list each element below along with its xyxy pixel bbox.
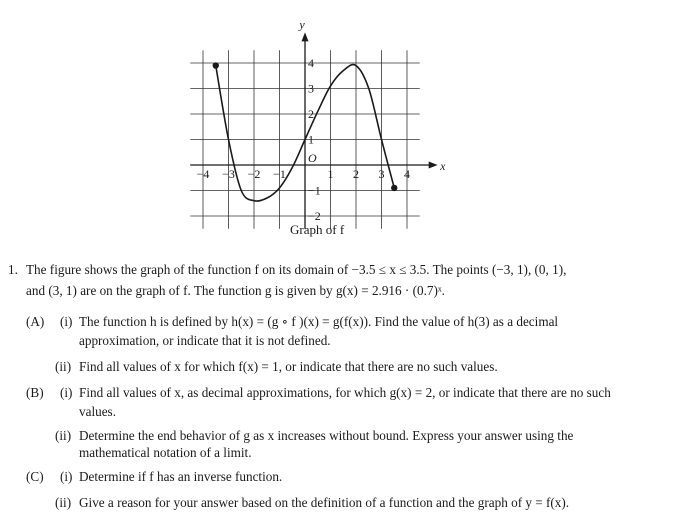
part-c-i-line-1: Determine if f has an inverse function.	[79, 469, 283, 484]
x-tick-label: 2	[353, 167, 359, 181]
graph-of-f-chart	[196, 10, 460, 223]
part-b-ii-line-1: Determine the end behavior of g as x increases without bound. Express your answer using the	[79, 428, 574, 443]
question-number: 1.	[8, 262, 18, 277]
part-a-label: (A)	[26, 314, 45, 329]
figure-caption: Graph of f	[290, 222, 345, 237]
x-tick-label: 4	[404, 167, 410, 181]
x-tick-label: 3	[378, 167, 385, 181]
x-tick-label: −4	[196, 167, 210, 181]
part-b-i-label: (i)	[60, 385, 73, 400]
x-axis-arrow	[429, 162, 438, 169]
curve-endpoint	[391, 185, 397, 191]
part-a-i-line-2: approximation, or indicate that it is not defined.	[79, 333, 331, 348]
part-b-i-line-2: values.	[79, 404, 116, 419]
part-b-label: (B)	[26, 385, 44, 400]
x-tick-label: −2	[247, 167, 261, 181]
y-tick-label: 3	[308, 81, 314, 96]
part-a-i-label: (i)	[60, 314, 73, 329]
part-a-ii-label: (ii)	[55, 359, 72, 374]
part-b-ii-label: (ii)	[55, 428, 72, 443]
part-a-ii-line-1: Find all values of x for which f(x) = 1, or indicate that there are no such values.	[79, 359, 498, 374]
y-tick-label: 1	[308, 132, 314, 147]
question-intro-line-1: The figure shows the graph of the function f on its domain of −3.5 ≤ x ≤ 3.5. The points (−3, 1), (0, 1),	[26, 262, 567, 277]
part-c-i-label: (i)	[60, 469, 73, 484]
graph-of-f-figure	[196, 10, 460, 240]
part-c-ii-label: (ii)	[55, 495, 72, 510]
y-tick-label: 4	[308, 56, 314, 70]
y-tick-label: 2	[308, 107, 314, 121]
x-tick-label: −1	[273, 167, 286, 181]
y-tick-label: −2	[308, 209, 321, 223]
x-tick-label: 1	[327, 167, 334, 181]
part-a-i-line-1: The function h is defined by h(x) = (g ∘ f )(x) = g(f(x)). Find the value of h(3) as a decimal	[79, 314, 559, 329]
y-axis-label: y	[299, 17, 305, 32]
part-c-label: (C)	[26, 469, 44, 484]
question-intro-line-2: and (3, 1) are on the graph of f. The function g is given by g(x) = 2.916 · (0.7)ˣ.	[26, 283, 445, 298]
part-c-ii-line-1: Give a reason for your answer based on the definition of a function and the graph of y = f(x).	[79, 495, 570, 510]
y-axis-arrow	[302, 32, 309, 41]
origin-label: O	[308, 151, 317, 165]
curve-endpoint	[213, 62, 219, 68]
y-tick-label: −1	[308, 183, 321, 198]
part-b-i-line-1: Find all values of x, as decimal approximations, for which g(x) = 2, or indicate that there are no such	[79, 385, 611, 400]
x-tick-label: −3	[222, 167, 235, 181]
x-axis-label: x	[440, 159, 446, 173]
part-b-ii-line-2: mathematical notation of a limit.	[79, 445, 252, 460]
